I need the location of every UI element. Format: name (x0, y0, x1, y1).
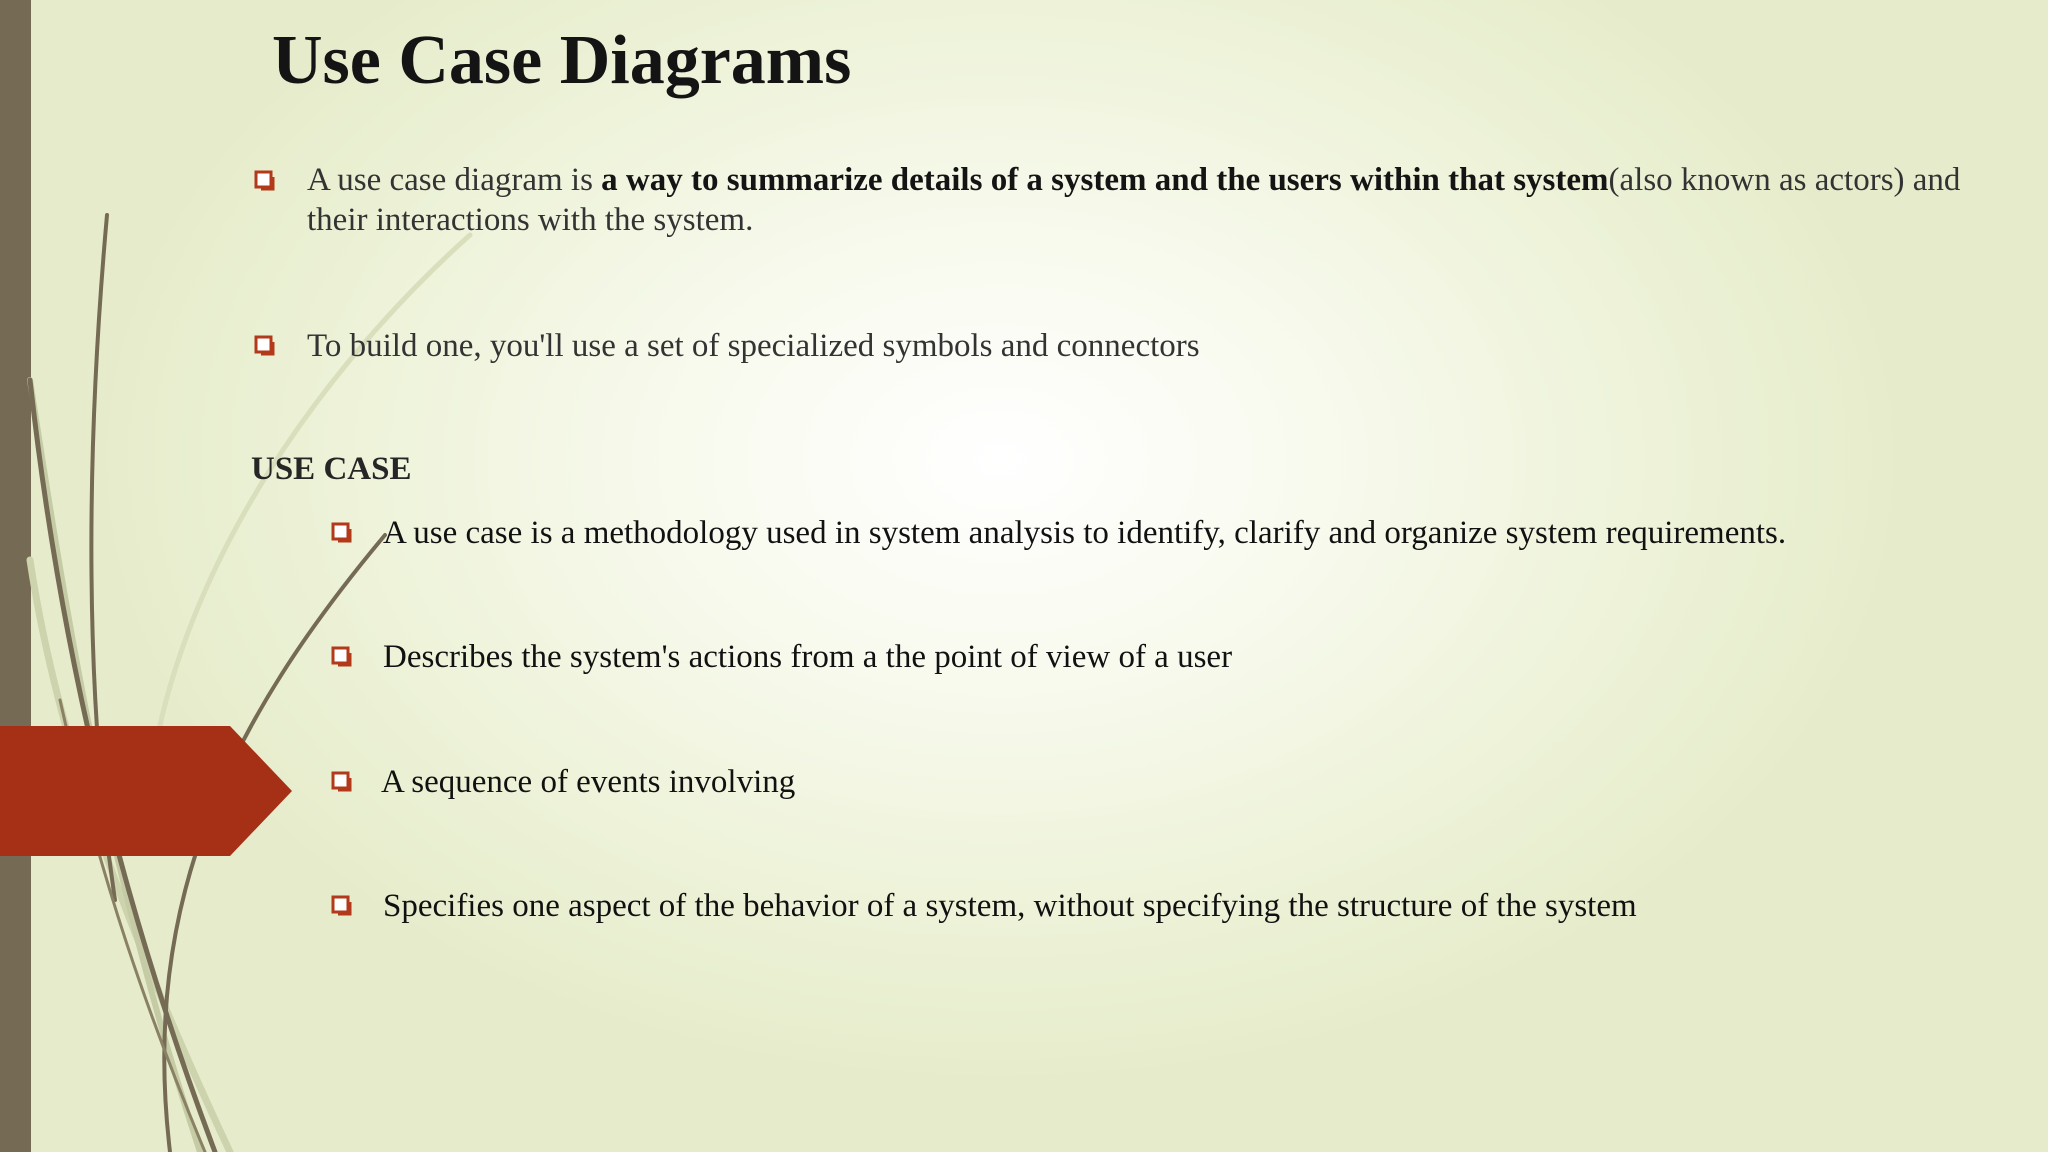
square-checkbox-icon (253, 169, 275, 191)
intro-bullet-1-pre: A use case diagram is (307, 162, 602, 198)
square-checkbox-icon (330, 770, 352, 792)
use-case-point-1: A use case is a methodology used in system analysis to identify, clarify and organize system requirements. (383, 515, 1787, 551)
use-case-point-3: A sequence of events involving (381, 764, 796, 800)
square-checkbox-icon (330, 894, 352, 916)
intro-bullet-1-post: (also known as actors) and their interactions with the system. (307, 162, 1961, 238)
square-checkbox-icon (253, 334, 275, 356)
intro-bullet-2: To build one, you'll use a set of specialized symbols and connectors (307, 328, 1200, 364)
slide-title: Use Case Diagrams (272, 22, 852, 99)
use-case-point-2: Describes the system's actions from a the point of view of a user (383, 639, 1233, 675)
use-case-point-4: Specifies one aspect of the behavior of a system, without specifying the structure of the system (383, 888, 1637, 924)
intro-bullet-1-bold: a way to summarize details of a system and the users within that system (601, 162, 1609, 198)
square-checkbox-icon (330, 645, 352, 667)
section-heading: USE CASE (251, 451, 412, 487)
accent-arrow-shape (0, 726, 292, 856)
intro-bullet-1 (307, 160, 2027, 240)
square-checkbox-icon (330, 521, 352, 543)
